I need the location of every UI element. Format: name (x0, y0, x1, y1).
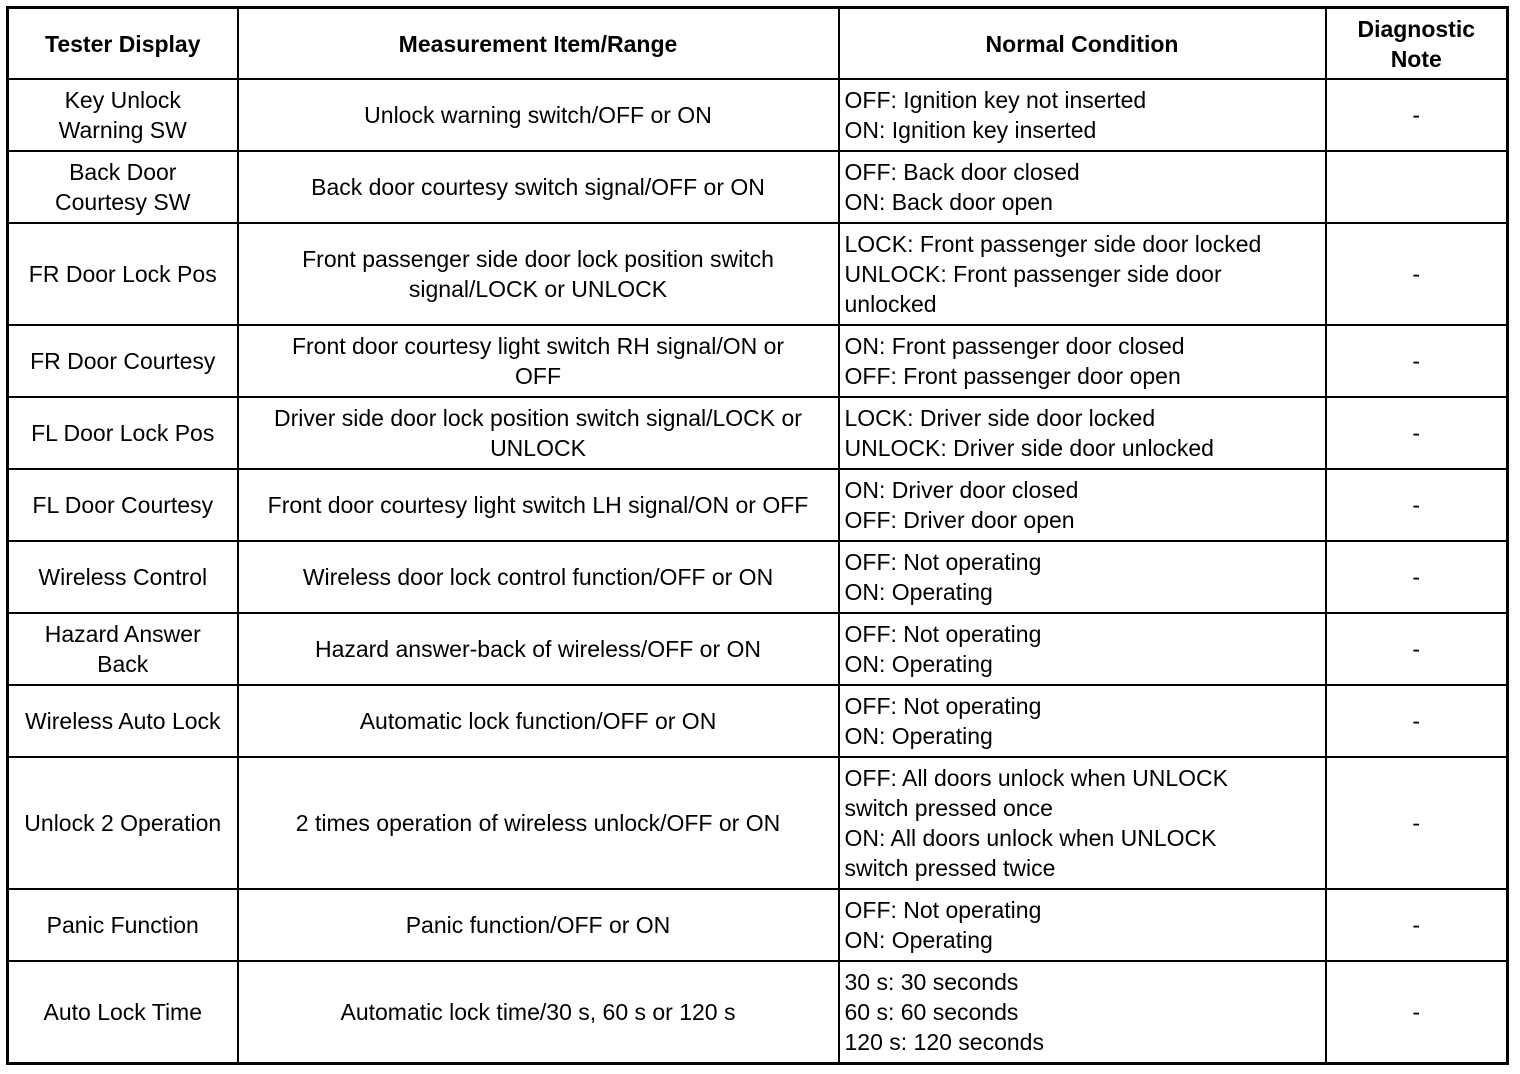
measurement-line: OFF (515, 363, 561, 389)
tester-display-cell (8, 79, 238, 151)
tester-display-line: Hazard Answer (44, 621, 201, 647)
measurement-cell: Automatic lock function/OFF or ON (238, 685, 839, 757)
normal-condition-line: ON: Front passenger door closed (844, 333, 1185, 359)
normal-condition-line: 120 s: 120 seconds (844, 1028, 1044, 1055)
diagnostic-note-cell: - (1326, 469, 1508, 541)
normal-condition-cell (839, 469, 1326, 541)
normal-condition-line: ON: Driver door closed (844, 477, 1079, 503)
header-measurement-item: Measurement Item/Range (238, 8, 839, 80)
table-row (8, 151, 1508, 223)
normal-condition-cell (839, 397, 1326, 469)
table-row (8, 469, 1508, 541)
normal-condition-line: ON: Operating (844, 723, 993, 749)
header-tester-display: Tester Display (8, 8, 238, 80)
normal-condition-line: UNLOCK: Driver side door unlocked (844, 435, 1214, 461)
diagnostic-note-cell: - (1326, 613, 1508, 685)
table-row (8, 757, 1508, 889)
table-row (8, 325, 1508, 397)
normal-condition-line: OFF: Not operating (844, 897, 1042, 923)
normal-condition-cell (839, 613, 1326, 685)
tester-display-line: Back Door (69, 159, 177, 185)
tester-display-cell: Auto Lock Time (8, 961, 238, 1063)
diagnostic-note-cell: - (1326, 685, 1508, 757)
tester-display-cell: Wireless Auto Lock (8, 685, 238, 757)
measurement-line: Front door courtesy light switch RH signal/ON or (291, 333, 785, 359)
measurement-cell: Wireless door lock control function/OFF or ON (238, 541, 839, 613)
measurement-cell: Front door courtesy light switch LH signal/ON or OFF (238, 469, 839, 541)
normal-condition-line: OFF: Front passenger door open (844, 363, 1181, 389)
tester-display-cell: Wireless Control (8, 541, 238, 613)
normal-condition-cell (839, 541, 1326, 613)
tester-display-cell: FL Door Lock Pos (8, 397, 238, 469)
normal-condition-line: OFF: Ignition key not inserted (844, 87, 1147, 113)
tester-display-cell (8, 613, 238, 685)
normal-condition-line: LOCK: Driver side door locked (844, 405, 1156, 431)
normal-condition-line: ON: Operating (844, 651, 993, 677)
normal-condition-cell (839, 757, 1326, 889)
table-row (8, 397, 1508, 469)
measurement-line: Driver side door lock position switch signal/LOCK or (274, 405, 802, 431)
measurement-line: Front passenger side door lock position switch (302, 246, 774, 272)
table-row (8, 961, 1508, 1063)
normal-condition-line: 60 s: 60 seconds (844, 998, 1019, 1025)
normal-condition-line: OFF: Back door closed (844, 159, 1080, 185)
normal-condition-line: ON: Ignition key inserted (844, 117, 1097, 143)
normal-condition-line: OFF: Not operating (844, 693, 1042, 719)
tester-display-table (6, 6, 1509, 1065)
tester-display-line: Back (97, 651, 149, 677)
tester-display-line: Courtesy SW (55, 189, 191, 215)
normal-condition-cell (839, 79, 1326, 151)
diagnostic-note-cell: - (1326, 961, 1508, 1063)
measurement-cell: Back door courtesy switch signal/OFF or ON (238, 151, 839, 223)
diagnostic-note-cell: - (1326, 757, 1508, 889)
normal-condition-cell (839, 223, 1326, 325)
diagnostic-note-cell: - (1326, 223, 1508, 325)
normal-condition-cell (839, 685, 1326, 757)
tester-display-cell: FR Door Courtesy (8, 325, 238, 397)
normal-condition-line: 30 s: 30 seconds (844, 968, 1019, 995)
table-row (8, 79, 1508, 151)
tester-display-cell: Panic Function (8, 889, 238, 961)
table-row (8, 889, 1508, 961)
tester-display-cell (8, 151, 238, 223)
tester-display-line: Warning SW (58, 117, 187, 143)
diagnostic-note-cell: - (1326, 79, 1508, 151)
header-row (8, 8, 1508, 80)
normal-condition-cell (839, 889, 1326, 961)
normal-condition-cell (839, 325, 1326, 397)
table-row (8, 613, 1508, 685)
diagnostic-note-cell: - (1326, 325, 1508, 397)
measurement-cell (238, 397, 839, 469)
normal-condition-line: unlocked (844, 291, 937, 317)
normal-condition-line: ON: Operating (844, 579, 993, 605)
normal-condition-line: ON: Operating (844, 927, 993, 953)
normal-condition-line: OFF: Driver door open (844, 507, 1075, 533)
normal-condition-line: UNLOCK: Front passenger side door (844, 261, 1222, 287)
diagnostic-note-cell: - (1326, 397, 1508, 469)
normal-condition-cell (839, 961, 1326, 1063)
header-normal-condition: Normal Condition (839, 8, 1326, 80)
tester-display-line: Key Unlock (64, 87, 181, 113)
diagnostic-note-cell (1326, 151, 1508, 223)
header-diagnostic-note: Diagnostic Note (1326, 8, 1508, 80)
normal-condition-line: switch pressed twice (844, 855, 1056, 881)
table-row (8, 223, 1508, 325)
table-row (8, 541, 1508, 613)
measurement-cell: Hazard answer-back of wireless/OFF or ON (238, 613, 839, 685)
normal-condition-line: OFF: Not operating (844, 621, 1042, 647)
diagnostic-note-cell: - (1326, 889, 1508, 961)
measurement-cell (238, 325, 839, 397)
normal-condition-line: OFF: Not operating (844, 549, 1042, 575)
measurement-cell: Panic function/OFF or ON (238, 889, 839, 961)
measurement-cell: Automatic lock time/30 s, 60 s or 120 s (238, 961, 839, 1063)
normal-condition-line: ON: Back door open (844, 189, 1053, 215)
normal-condition-line: switch pressed once (844, 795, 1053, 821)
diagnostic-note-cell: - (1326, 541, 1508, 613)
normal-condition-line: OFF: All doors unlock when UNLOCK (844, 765, 1228, 791)
normal-condition-cell (839, 151, 1326, 223)
tester-display-cell: FL Door Courtesy (8, 469, 238, 541)
measurement-cell: 2 times operation of wireless unlock/OFF or ON (238, 757, 839, 889)
measurement-cell: Unlock warning switch/OFF or ON (238, 79, 839, 151)
normal-condition-line: ON: All doors unlock when UNLOCK (844, 825, 1217, 851)
measurement-cell (238, 223, 839, 325)
normal-condition-line: LOCK: Front passenger side door locked (844, 231, 1262, 257)
spec-table-wrapper (6, 6, 1509, 1065)
tester-display-cell: FR Door Lock Pos (8, 223, 238, 325)
tester-display-cell: Unlock 2 Operation (8, 757, 238, 889)
table-row (8, 685, 1508, 757)
measurement-line: signal/LOCK or UNLOCK (408, 276, 668, 302)
measurement-line: UNLOCK (490, 435, 586, 461)
